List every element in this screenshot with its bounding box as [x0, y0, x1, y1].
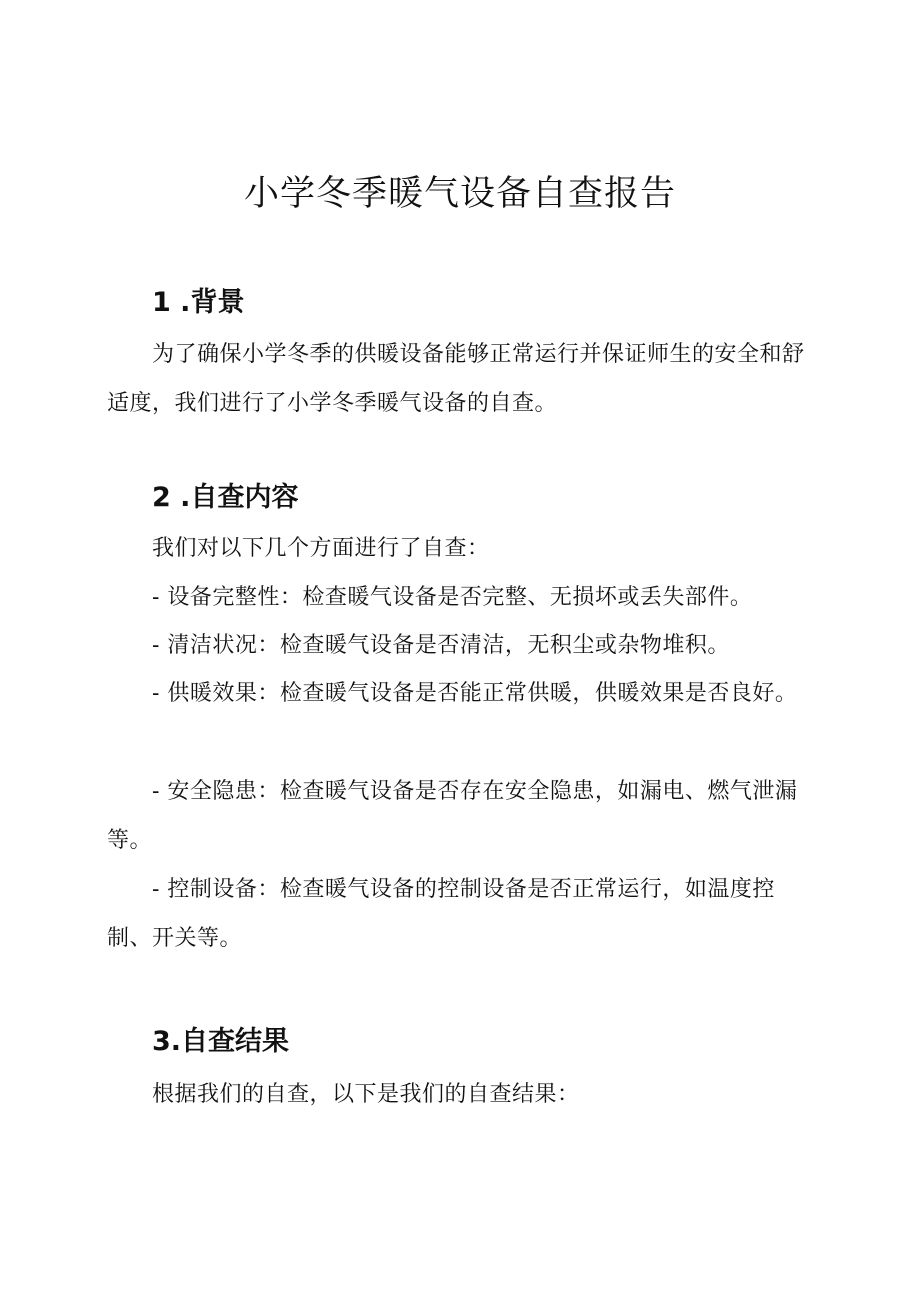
background-paragraph: 为了确保小学冬季的供暖设备能够正常运行并保证师生的安全和舒适度，我们进行了小学冬季暖气设备的自查。 [107, 342, 805, 416]
section-heading-background: 1 .背景 [152, 287, 245, 318]
document-title: 小学冬季暖气设备自查报告 [243, 174, 676, 214]
list-item: - 设备完整性：检查暖气设备是否完整、无损坏或丢失部件。 [152, 585, 753, 610]
list-item: - 供暖效果：检查暖气设备是否能正常供暖，供暖效果是否良好。 [152, 681, 798, 706]
list-item: - 控制设备：检查暖气设备的控制设备是否正常运行，如温度控制、开关等。 [107, 877, 775, 951]
list-item: - 安全隐患：检查暖气设备是否存在安全隐患，如漏电、燃气泄漏等。 [107, 779, 798, 853]
section-heading-self-check-content: 2 .自查内容 [152, 482, 299, 513]
self-check-intro: 我们对以下几个方面进行了自查： [152, 536, 490, 561]
self-check-results-intro: 根据我们的自查，以下是我们的自查结果： [152, 1082, 580, 1107]
list-item: - 清洁状况：检查暖气设备是否清洁，无积尘或杂物堆积。 [152, 633, 730, 658]
section-heading-self-check-results: 3.自查结果 [152, 1026, 290, 1057]
